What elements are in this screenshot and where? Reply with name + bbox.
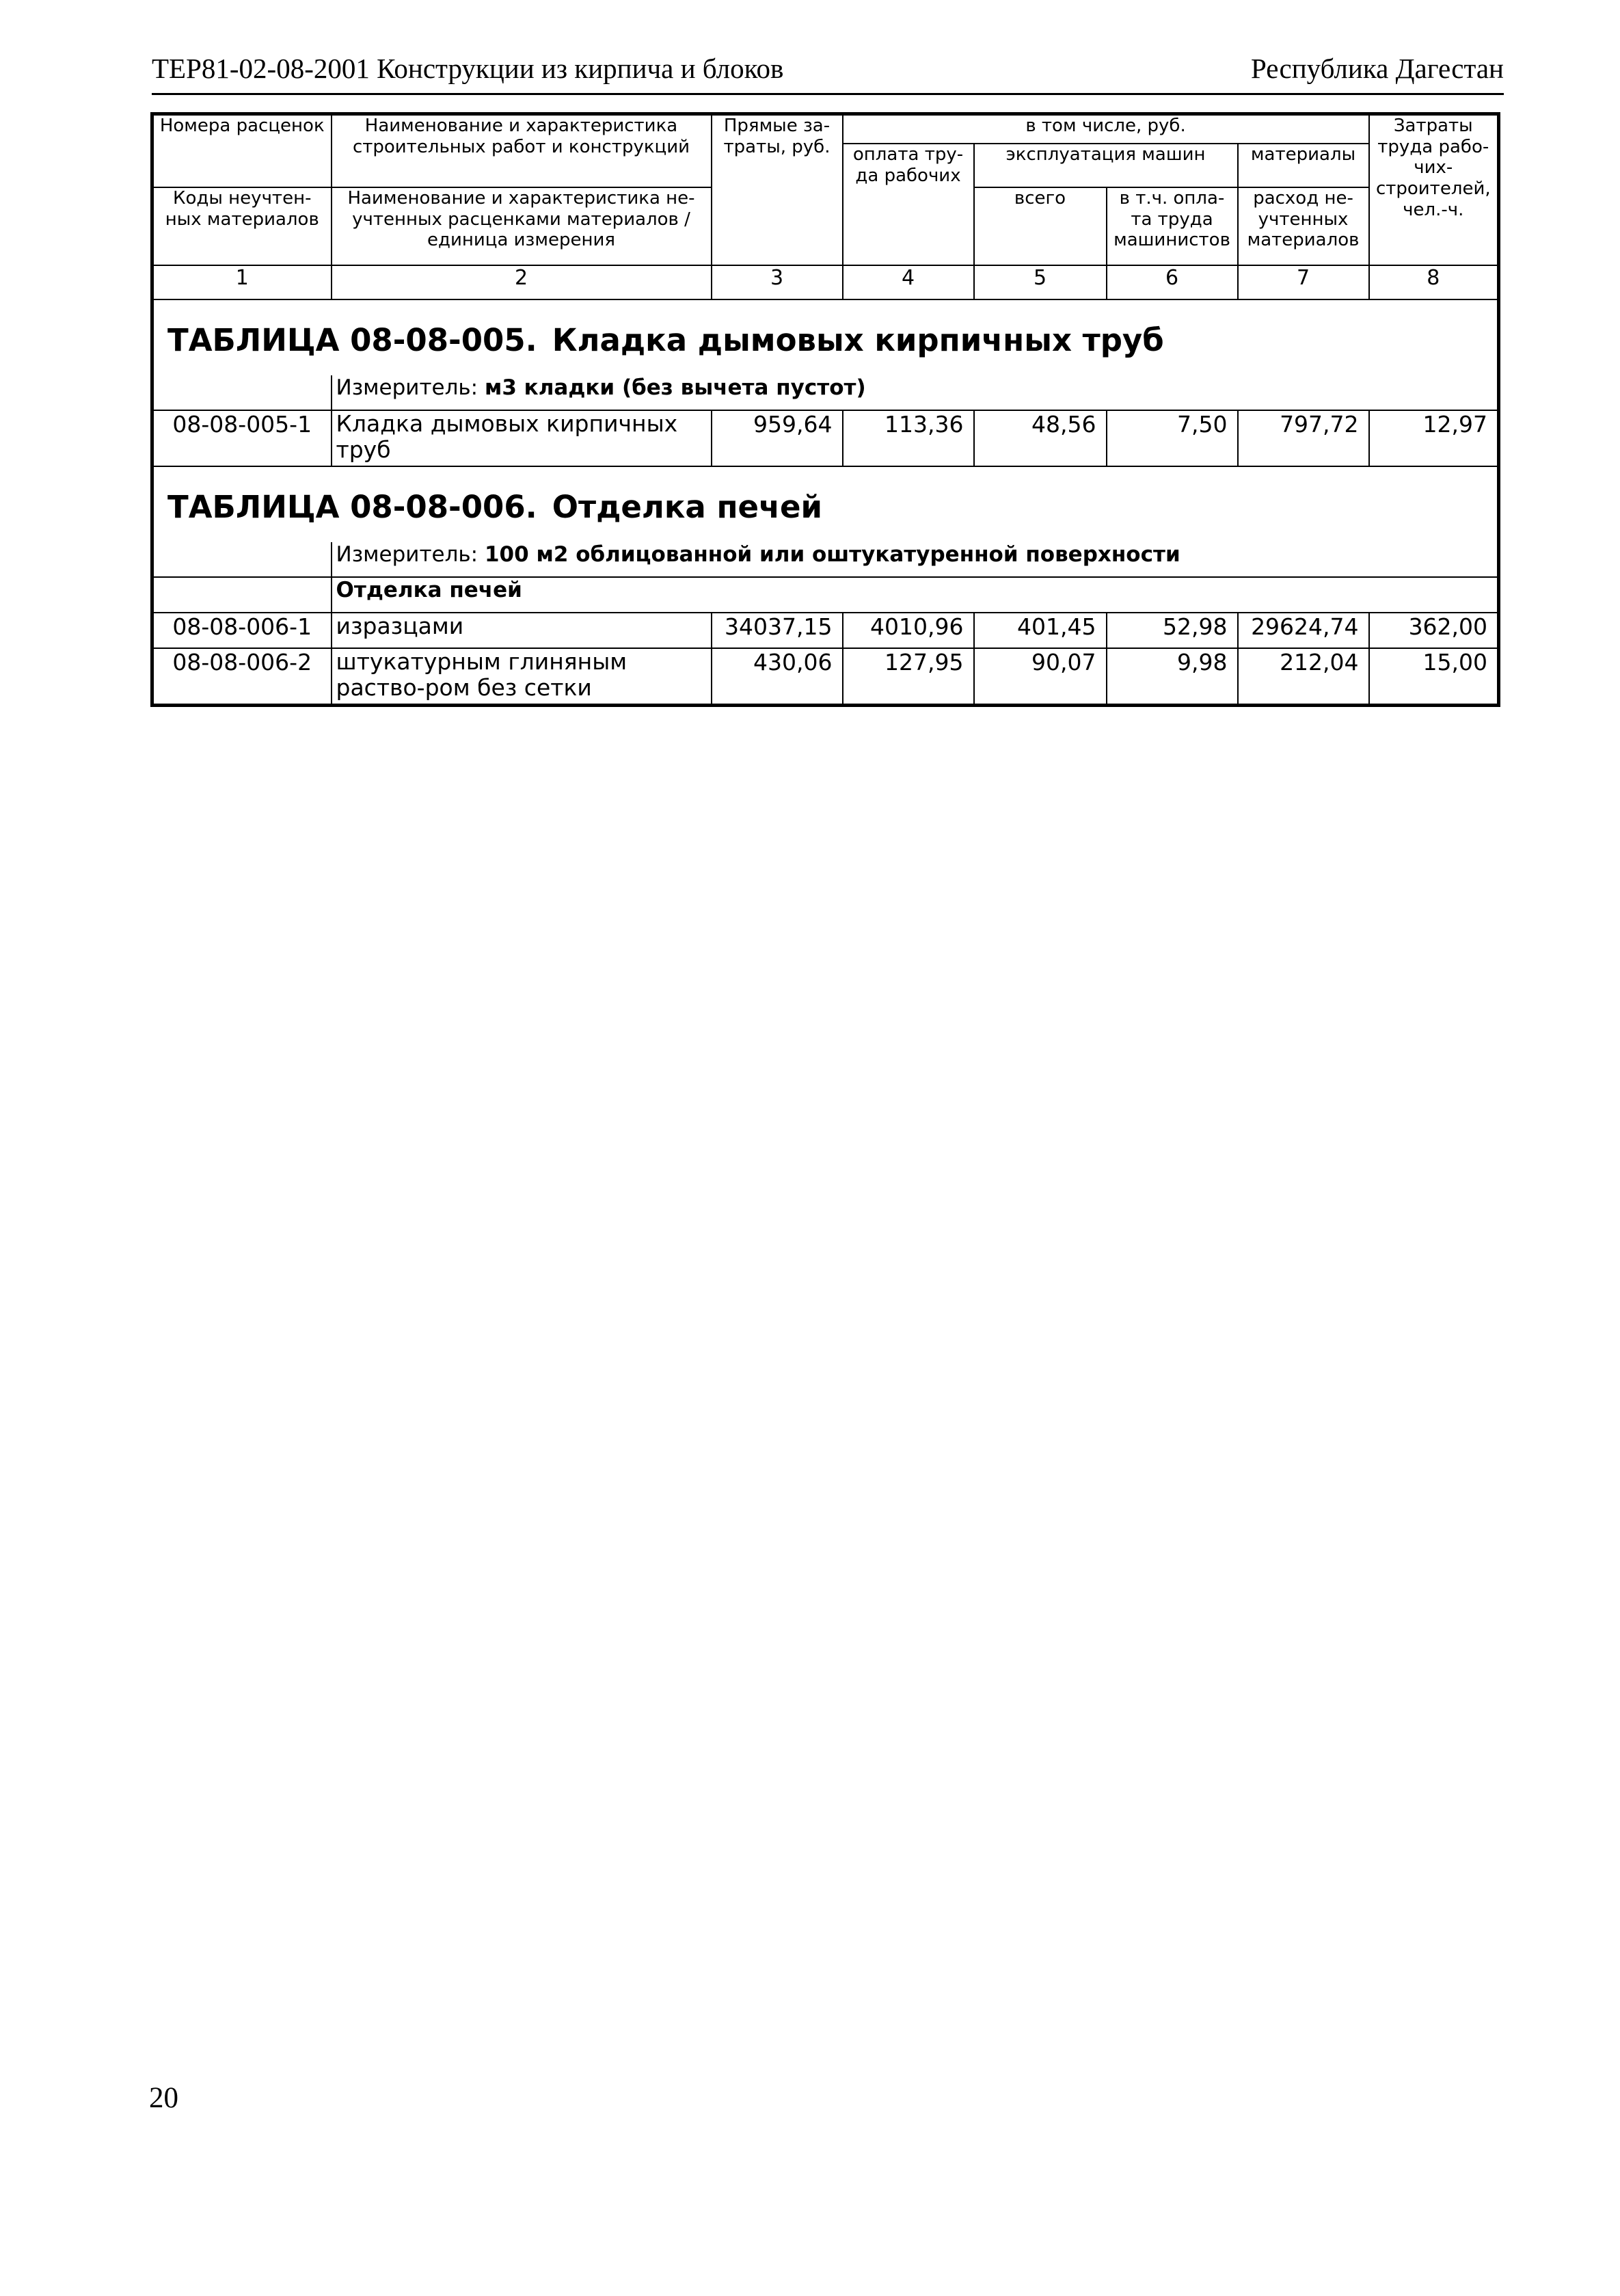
meter [332, 542, 1499, 577]
meter-value: м3 кладки (без вычета пустот) [484, 375, 866, 400]
machinist-pay: 7,50 [1107, 410, 1238, 466]
work-name: изразцами [332, 613, 712, 648]
header-rule [152, 93, 1504, 95]
work-name: штукатурным глиняным раство-ром без сетки [332, 648, 712, 706]
rate-code: 08-08-005-1 [152, 410, 332, 466]
column-number: 1 [152, 265, 332, 299]
labor-hours: 15,00 [1369, 648, 1499, 706]
col-header-material-name: Наименование и характеристика не-учтенных расценками материалов / единица измерения [332, 187, 712, 265]
column-number: 4 [843, 265, 974, 299]
table-title: Кладка дымовых кирпичных труб [552, 322, 1164, 358]
meter-row [152, 375, 1499, 410]
col-header-material-codes: Коды неучтен-ных материалов [152, 187, 332, 265]
table-row [152, 613, 1499, 648]
table-title: Отделка печей [552, 489, 823, 525]
worker-pay: 4010,96 [843, 613, 974, 648]
col-header-work-name: Наименование и характеристика строительных работ и конструкций [332, 114, 712, 188]
meter [332, 375, 1499, 410]
col-header-materials: материалы [1238, 144, 1369, 187]
direct-costs: 34037,15 [712, 613, 843, 648]
column-number: 8 [1369, 265, 1499, 299]
section-title-row [152, 299, 1499, 375]
col-header-worker-pay: оплата тру-да рабочих [843, 144, 974, 265]
document-title: ТЕР81-02-08-2001 Конструкции из кирпича и блоков [152, 53, 784, 84]
col-header-direct-costs: Прямые за-траты, руб. [712, 114, 843, 266]
region-name: Республика Дагестан [1251, 53, 1504, 84]
machines-total: 48,56 [974, 410, 1107, 466]
table-row [152, 648, 1499, 706]
section-title [152, 299, 1499, 375]
rate-code: 08-08-006-2 [152, 648, 332, 706]
machines-total: 401,45 [974, 613, 1107, 648]
header-row-1 [152, 114, 1499, 144]
work-name: Кладка дымовых кирпичных труб [332, 410, 712, 466]
column-numbers-row [152, 265, 1499, 299]
column-number: 7 [1238, 265, 1369, 299]
column-number: 5 [974, 265, 1107, 299]
col-header-rate-numbers: Номера расценок [152, 114, 332, 188]
col-header-unaccounted-materials: расход не-учтенных материалов [1238, 187, 1369, 265]
col-header-including: в том числе, руб. [843, 114, 1369, 144]
machines-total: 90,07 [974, 648, 1107, 706]
table-row [152, 410, 1499, 466]
section-title [152, 466, 1499, 542]
labor-hours: 362,00 [1369, 613, 1499, 648]
rate-code: 08-08-006-1 [152, 613, 332, 648]
column-number: 3 [712, 265, 843, 299]
meter-label: Измеритель: [336, 542, 478, 567]
meter-row [152, 542, 1499, 577]
rates-table [150, 112, 1500, 707]
table-code: ТАБЛИЦА 08-08-005. [167, 322, 537, 358]
section-title-row [152, 466, 1499, 542]
meter-label: Измеритель: [336, 375, 478, 400]
table-code: ТАБЛИЦА 08-08-006. [167, 489, 537, 525]
column-number: 2 [332, 265, 712, 299]
direct-costs: 959,64 [712, 410, 843, 466]
materials-cost: 212,04 [1238, 648, 1369, 706]
running-header [152, 52, 1504, 93]
direct-costs: 430,06 [712, 648, 843, 706]
machinist-pay: 9,98 [1107, 648, 1238, 706]
page-number: 20 [149, 2082, 178, 2114]
materials-cost: 797,72 [1238, 410, 1369, 466]
subheading: Отделка печей [332, 577, 1499, 613]
col-header-labor-hours: Затраты труда рабо-чих-строителей, чел.-ч. [1369, 114, 1499, 266]
labor-hours: 12,97 [1369, 410, 1499, 466]
worker-pay: 113,36 [843, 410, 974, 466]
materials-cost: 29624,74 [1238, 613, 1369, 648]
col-header-machinist-pay: в т.ч. опла-та труда машинистов [1107, 187, 1238, 265]
col-header-machines-total: всего [974, 187, 1107, 265]
meter-value: 100 м2 облицованной или оштукатуренной поверхности [484, 542, 1180, 567]
column-number: 6 [1107, 265, 1238, 299]
col-header-machine-operation: эксплуатация машин [974, 144, 1238, 187]
machinist-pay: 52,98 [1107, 613, 1238, 648]
subheading-row [152, 577, 1499, 613]
worker-pay: 127,95 [843, 648, 974, 706]
